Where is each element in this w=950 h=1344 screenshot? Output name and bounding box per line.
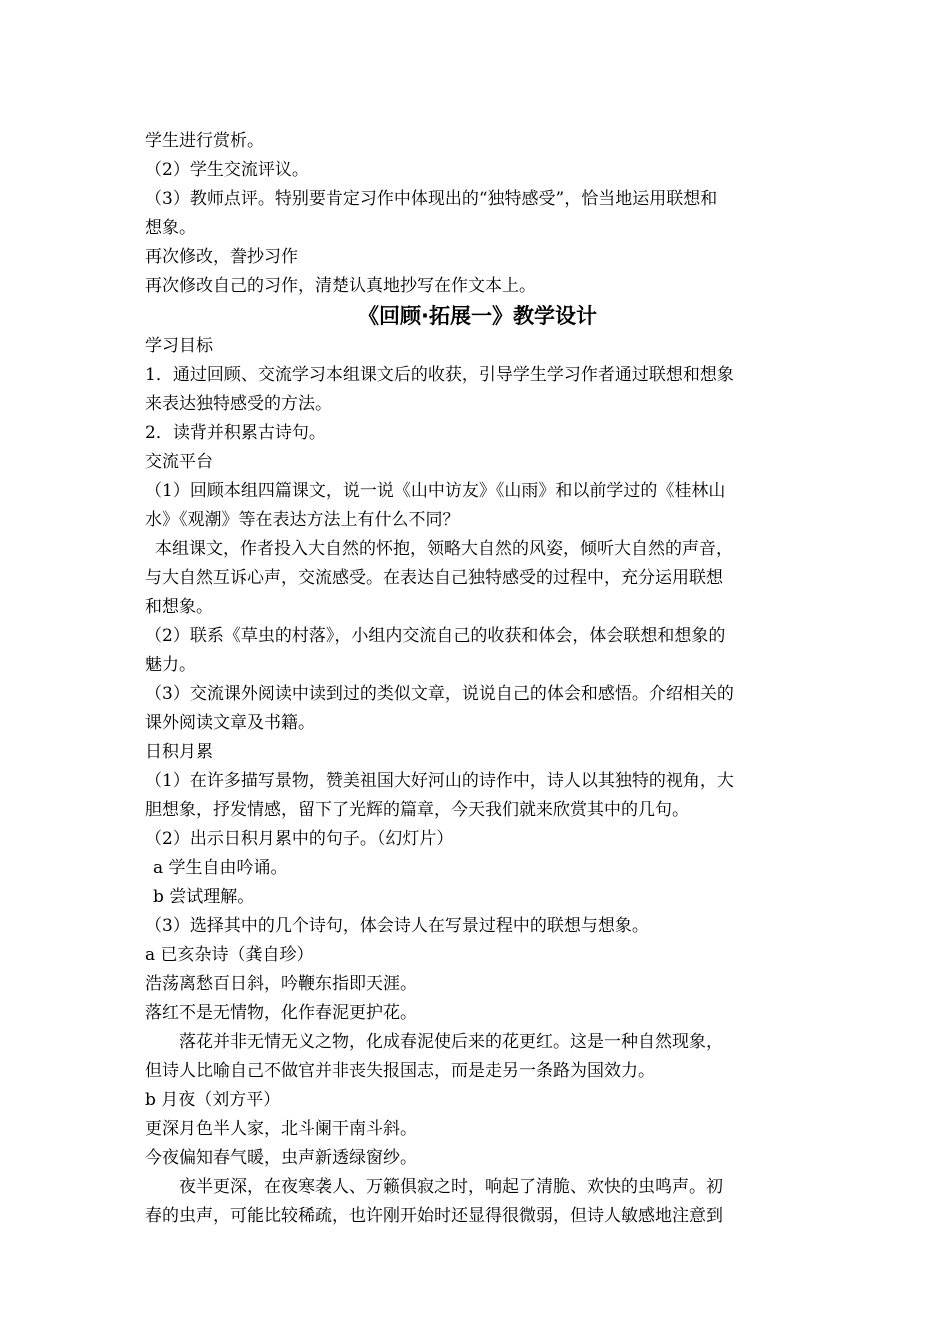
document-page bbox=[145, 127, 810, 1231]
text-line: （3）交流课外阅读中读到过的类似文章，说说自己的体会和感悟。介绍相关的 bbox=[145, 684, 734, 704]
poem-title: b 月夜（刘方平） bbox=[145, 1090, 281, 1110]
text-line: 再次修改自己的习作，清楚认真地抄写在作文本上。 bbox=[145, 276, 536, 296]
text-line: 学生进行赏析。 bbox=[145, 131, 264, 151]
text-line: 本组课文，作者投入大自然的怀抱，领略大自然的风姿，倾听大自然的声音， bbox=[155, 539, 733, 559]
heading-exchange-platform: 交流平台 bbox=[145, 452, 213, 472]
poem-line: 浩荡离愁百日斜，吟鞭东指即天涯。 bbox=[145, 974, 417, 994]
text-line: （2）联系《草虫的村落》，小组内交流自己的收获和体会，体会联想和想象的 bbox=[145, 626, 726, 646]
text-line: （3）选择其中的几个诗句，体会诗人在写景过程中的联想与想象。 bbox=[145, 916, 649, 936]
text-line: 1．通过回顾、交流学习本组课文后的收获，引导学生学习作者通过联想和想象 bbox=[145, 365, 734, 385]
text-line: （1）回顾本组四篇课文，说一说《山中访友》《山雨》和以前学过的《桂林山 bbox=[145, 481, 726, 501]
text-line: 课外阅读文章及书籍。 bbox=[145, 713, 315, 733]
poem-title: a 已亥杂诗（龚自珍） bbox=[145, 945, 314, 965]
text-line: （2）出示日积月累中的句子。（幻灯片） bbox=[145, 829, 454, 849]
text-line: 想象。 bbox=[145, 218, 196, 238]
heading-learning-goals: 学习目标 bbox=[145, 336, 213, 356]
text-line: （2）学生交流评议。 bbox=[145, 160, 309, 180]
text-line: 落花并非无情无义之物，化成春泥使后来的花更红。这是一种自然现象， bbox=[179, 1032, 723, 1052]
text-line: 魅力。 bbox=[145, 655, 196, 675]
poem-line: 落红不是无情物，化作春泥更护花。 bbox=[145, 1003, 417, 1023]
text-line: b 尝试理解。 bbox=[153, 887, 255, 907]
poem-line: 今夜偏知春气暖，虫声新透绿窗纱。 bbox=[145, 1148, 417, 1168]
text-line: （1）在许多描写景物，赞美祖国大好河山的诗作中，诗人以其独特的视角，大 bbox=[145, 771, 734, 791]
text-line: 胆想象，抒发情感，留下了光辉的篇章，今天我们就来欣赏其中的几句。 bbox=[145, 800, 689, 820]
text-line: 春的虫声，可能比较稀疏，也许刚开始时还显得很微弱，但诗人敏感地注意到 bbox=[145, 1206, 723, 1226]
text-line: 来表达独特感受的方法。 bbox=[145, 394, 332, 414]
text-line: 但诗人比喻自己不做官并非丧失报国志，而是走另一条路为国效力。 bbox=[145, 1061, 655, 1081]
text-line: 2．读背并积累古诗句。 bbox=[145, 423, 326, 443]
text-line: 再次修改，誊抄习作 bbox=[145, 247, 298, 267]
text-line: 夜半更深，在夜寒袭人、万籁俱寂之时，响起了清脆、欢快的虫鸣声。初 bbox=[179, 1177, 723, 1197]
section-title: 《回顾·拓展一》教学设计 bbox=[358, 304, 597, 328]
text-line: 和想象。 bbox=[145, 597, 213, 617]
heading-daily-accumulation: 日积月累 bbox=[145, 742, 213, 762]
text-line: a 学生自由吟诵。 bbox=[153, 858, 288, 878]
text-line: 水》《观潮》等在表达方法上有什么不同？ bbox=[145, 510, 460, 530]
text-line: （3）教师点评。特别要肯定习作中体现出的“独特感受”，恰当地运用联想和 bbox=[145, 189, 718, 209]
poem-line: 更深月色半人家，北斗阑干南斗斜。 bbox=[145, 1119, 417, 1139]
text-line: 与大自然互诉心声，交流感受。在表达自己独特感受的过程中，充分运用联想 bbox=[145, 568, 723, 588]
